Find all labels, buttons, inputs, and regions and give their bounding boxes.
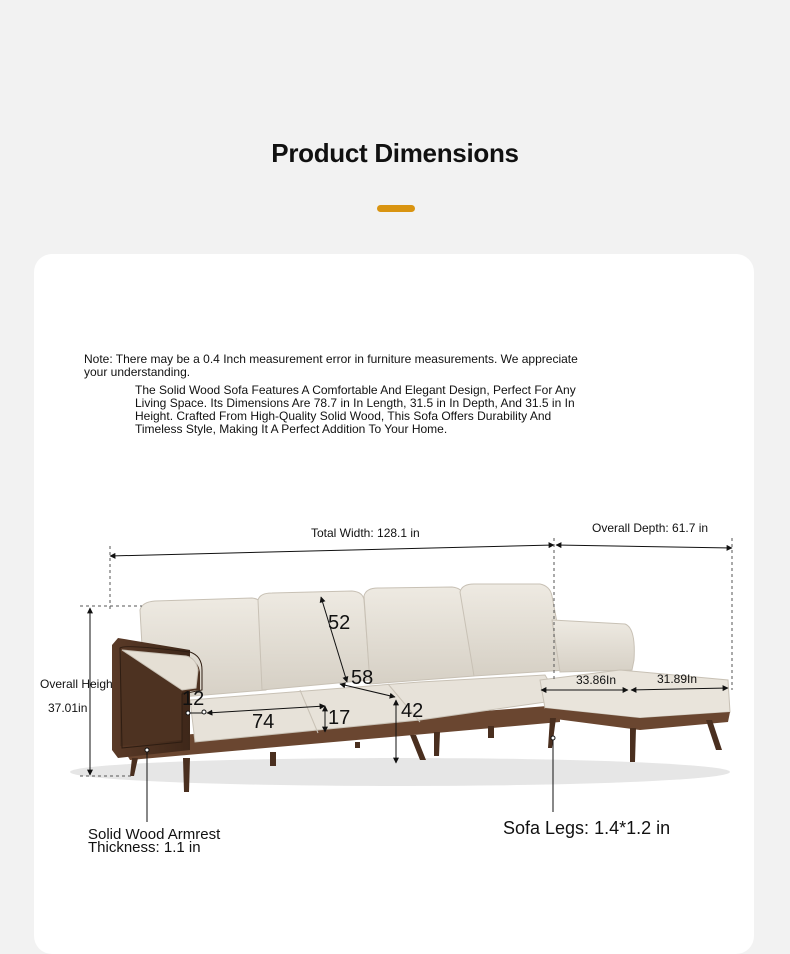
arm-height-value: 12 — [182, 688, 205, 710]
sofa-leg — [270, 752, 276, 766]
seat-thickness-value: 17 — [328, 707, 351, 729]
total-width-label: Total Width: 128.1 in — [311, 526, 420, 540]
overall-height-label: Overall Heigh — [40, 677, 113, 691]
page-title: Product Dimensions — [271, 138, 519, 168]
back-cushion — [364, 587, 474, 684]
legs-callout: Sofa Legs: 1.4*1.2 in — [503, 818, 671, 838]
sofa-leg — [488, 726, 494, 738]
seat-depth-value: 58 — [351, 667, 374, 689]
total-width-line — [110, 545, 554, 556]
floor-shadow — [70, 758, 730, 786]
back-cushion — [460, 584, 566, 676]
overall-depth-label: Overall Depth: 61.7 in — [592, 521, 709, 535]
sofa-leg — [183, 758, 190, 792]
back-height-value: 52 — [328, 612, 351, 634]
sofa-leg — [410, 735, 426, 760]
armrest-callout-line2: Thickness: 1.1 in — [88, 839, 201, 856]
seat-width-value: 74 — [252, 711, 275, 733]
overall-height-value: 37.01in — [48, 701, 88, 715]
right-armrest — [552, 620, 634, 672]
ottoman-depth-value: 31.89In — [657, 672, 698, 686]
armrest-callout-line1: Solid Wood Armrest — [88, 826, 221, 843]
sofa-leg — [434, 732, 440, 756]
overall-depth-line — [556, 545, 732, 548]
product-description: The Solid Wood Sofa Features A Comfortable And Elegant Design, Perfect For Any Living Space. Its Dimensions Are 78.7 in In Length, 31.5 in In Depth, And 31.5 in In Height. Crafted From High-Quality Solid Wood, This Sofa Offers Durability And Timeless Style, Making It A Perfect Addition To Your Home. — [135, 383, 576, 436]
seat-height-value: 42 — [401, 700, 424, 722]
ottoman-leg — [706, 720, 722, 750]
sofa-leg — [355, 742, 360, 748]
measurement-note: Note: There may be a 0.4 Inch measurement error in furniture measurements. We appreciate your understanding. — [84, 352, 578, 379]
ottoman-leg — [630, 728, 636, 762]
ottoman-width-value: 33.86In — [576, 673, 617, 687]
